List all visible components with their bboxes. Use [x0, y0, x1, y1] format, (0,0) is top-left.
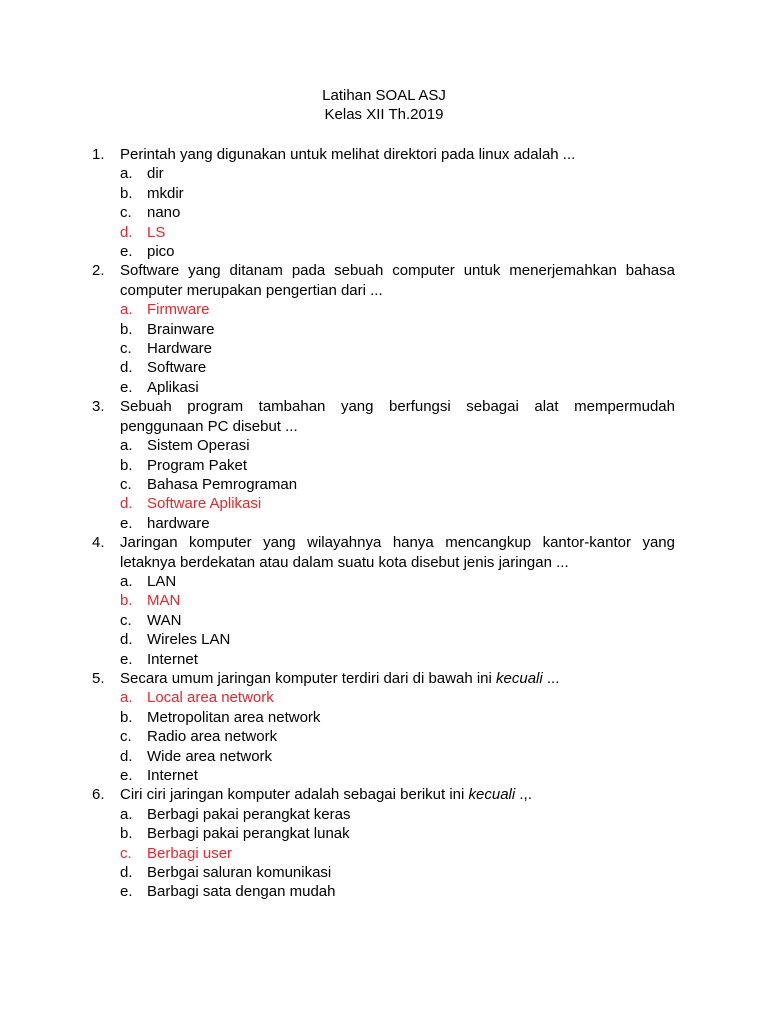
- option-letter: a.: [120, 165, 133, 183]
- answer-option: [120, 164, 675, 183]
- answer-option-correct: [120, 844, 675, 863]
- answer-option-correct: [120, 223, 675, 242]
- question-item: [92, 397, 675, 533]
- option-text: mkdir: [147, 184, 184, 202]
- question-number: 2.: [92, 262, 105, 280]
- question-text: [120, 145, 675, 164]
- option-text: MAN: [147, 592, 181, 610]
- option-text: LS: [147, 223, 166, 241]
- document-subtitle: Kelas XII Th.2019: [324, 106, 444, 124]
- option-text: Internet: [147, 767, 198, 784]
- answer-option: [120, 727, 675, 746]
- option-letter: e.: [120, 883, 133, 901]
- answer-option: [120, 863, 675, 882]
- question-number: 5.: [92, 669, 105, 687]
- answer-option: [120, 611, 675, 630]
- option-text: Hardware: [147, 340, 213, 358]
- question-text-main: Software yang ditanam pada sebuah computer untuk menerjemahkan bahasa computer merupakan pengertian dari ...: [120, 262, 675, 299]
- question-item: [92, 669, 675, 785]
- option-letter: b.: [120, 708, 133, 726]
- question-text: [120, 397, 675, 436]
- answer-option: [120, 747, 675, 766]
- option-text: Berbagi pakai perangkat lunak: [147, 825, 350, 843]
- option-letter: d.: [120, 223, 133, 241]
- option-letter: c.: [120, 340, 132, 358]
- option-letter: b.: [120, 320, 133, 338]
- answer-option-correct: [120, 591, 675, 610]
- option-letter: d.: [120, 631, 133, 649]
- answer-option: [120, 456, 675, 475]
- option-text: Aplikasi: [147, 378, 199, 396]
- option-text: Brainware: [147, 320, 215, 338]
- question-item: [92, 261, 675, 397]
- option-letter: e.: [120, 378, 133, 396]
- option-letter: a.: [120, 572, 133, 590]
- option-text: Radio area network: [147, 728, 278, 746]
- answer-option: [120, 708, 675, 727]
- answer-option: [120, 805, 675, 824]
- option-text: Bahasa Pemrograman: [147, 475, 298, 493]
- answer-option: [120, 320, 675, 339]
- option-letter: d.: [120, 495, 133, 513]
- question-list: [92, 145, 675, 902]
- answer-options: [120, 436, 675, 533]
- answer-options: [120, 688, 675, 785]
- option-text: Berbgai saluran komunikasi: [147, 864, 332, 882]
- option-letter: d.: [120, 864, 133, 882]
- option-text: Berbagi user: [147, 844, 233, 862]
- option-text: WAN: [147, 611, 182, 629]
- option-letter: a.: [120, 301, 133, 319]
- question-text: [120, 669, 675, 688]
- option-text: pico: [147, 243, 175, 261]
- answer-option: [120, 358, 675, 377]
- option-letter: a.: [120, 689, 133, 707]
- question-text-emphasis: kecuali: [468, 786, 516, 804]
- option-text: Barbagi sata dengan mudah: [147, 883, 336, 901]
- question-text-emphasis: kecuali: [496, 669, 543, 687]
- question-number: 3.: [92, 398, 105, 416]
- question-text-main: Secara umum jaringan komputer terdiri dari di bawah ini: [120, 669, 497, 687]
- question-text-tail: .,.: [515, 786, 532, 804]
- option-text: Berbagi pakai perangkat keras: [147, 805, 351, 823]
- answer-option: [120, 475, 675, 494]
- option-letter: d.: [120, 359, 133, 377]
- option-text: Wireles LAN: [147, 631, 231, 649]
- option-letter: c.: [120, 728, 132, 746]
- answer-option: [120, 824, 675, 843]
- question-number: 4.: [92, 534, 105, 552]
- answer-option: [120, 242, 675, 261]
- answer-option: [120, 572, 675, 591]
- answer-option: [120, 436, 675, 455]
- answer-option: [120, 766, 675, 785]
- option-text: Software: [147, 359, 207, 377]
- answer-options: [120, 805, 675, 902]
- answer-options: [120, 300, 675, 397]
- answer-option: [120, 378, 675, 397]
- option-letter: d.: [120, 747, 133, 765]
- answer-option: [120, 514, 675, 533]
- document-header: [0, 86, 768, 125]
- question-text-tail: ...: [542, 669, 560, 687]
- option-letter: a.: [120, 805, 133, 823]
- question-number: 6.: [92, 786, 105, 804]
- option-letter: b.: [120, 184, 133, 202]
- question-item: [92, 785, 675, 901]
- option-text: Software Aplikasi: [147, 495, 262, 513]
- answer-option: [120, 339, 675, 358]
- option-letter: a.: [120, 437, 133, 455]
- question-text-main: Jaringan komputer yang wilayahnya hanya mencangkup kantor-kantor yang letaknya berdekatan atau dalam suatu kota disebut jenis jaringan ...: [120, 534, 675, 571]
- question-text: [120, 785, 675, 804]
- option-text: Internet: [147, 650, 198, 668]
- option-letter: b.: [120, 456, 133, 474]
- answer-option-correct: [120, 688, 675, 707]
- option-letter: e.: [120, 650, 133, 668]
- answer-option: [120, 650, 675, 669]
- answer-option-correct: [120, 494, 675, 513]
- option-letter: e.: [120, 767, 133, 784]
- question-text: [120, 533, 675, 572]
- answer-option: [120, 184, 675, 203]
- question-text-main: Sebuah program tambahan yang berfungsi sebagai alat mempermudah penggunaan PC disebut ...: [120, 398, 675, 435]
- answer-option: [120, 882, 675, 901]
- option-letter: e.: [120, 243, 133, 261]
- option-text: dir: [147, 165, 164, 183]
- question-text-main: Perintah yang digunakan untuk melihat direktori pada linux adalah ...: [120, 146, 576, 163]
- option-letter: c.: [120, 844, 132, 862]
- answer-options: [120, 572, 675, 669]
- option-text: Firmware: [147, 301, 210, 319]
- option-text: Metropolitan area network: [147, 708, 321, 726]
- option-text: LAN: [147, 572, 177, 590]
- question-number: 1.: [92, 146, 105, 163]
- option-letter: c.: [120, 611, 132, 629]
- answer-option-correct: [120, 300, 675, 319]
- question-text: [120, 261, 675, 300]
- answer-options: [120, 164, 675, 261]
- answer-option: [120, 203, 675, 222]
- option-letter: c.: [120, 204, 132, 222]
- option-text: Wide area network: [147, 747, 273, 765]
- option-text: hardware: [147, 514, 210, 532]
- question-text-main: Ciri ciri jaringan komputer adalah sebagai berikut ini: [120, 786, 469, 804]
- option-letter: b.: [120, 825, 133, 843]
- option-text: nano: [147, 204, 181, 222]
- answer-option: [120, 630, 675, 649]
- option-letter: b.: [120, 592, 133, 610]
- option-letter: e.: [120, 514, 133, 532]
- option-text: Local area network: [147, 689, 274, 707]
- option-text: Sistem Operasi: [147, 437, 250, 455]
- option-text: Program Paket: [147, 456, 248, 474]
- question-item: [92, 145, 675, 261]
- option-letter: c.: [120, 475, 132, 493]
- question-item: [92, 533, 675, 669]
- document-title: Latihan SOAL ASJ: [322, 87, 446, 104]
